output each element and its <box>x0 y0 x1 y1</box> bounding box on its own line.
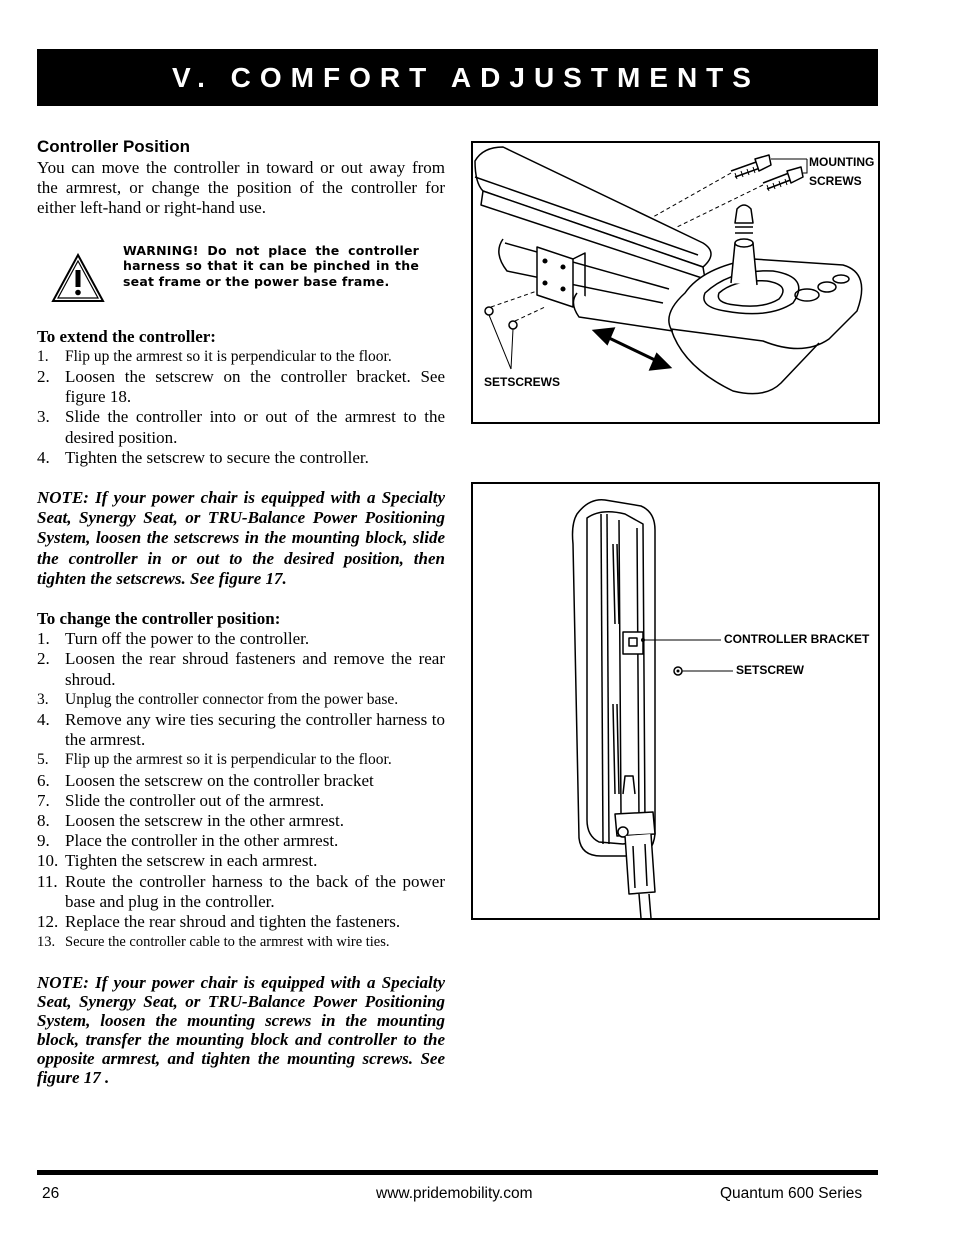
figure-controller-bracket <box>471 482 880 920</box>
extend-heading: To extend the controller: <box>37 326 216 346</box>
page-number: 26 <box>42 1185 60 1202</box>
mounting-label-line1: MOUNTING <box>809 155 875 169</box>
change-heading: To change the controller position: <box>37 609 281 629</box>
list-item: 9. Place the controller in the other armrest. <box>37 831 339 851</box>
figure-controller-mounting <box>471 141 880 424</box>
change-note: NOTE: If your power chair is equipped with a Specialty Seat, Synergy Seat, or TRU-Balance Power Positioning System, loosen the mounting screws in the mounting block, transfer the mounting block and controller to the opposite armrest, and tighten the mounting screws. See figure 17 . <box>37 972 445 1087</box>
list-item: 7. Slide the controller out of the armrest. <box>37 790 325 810</box>
list-item: 2. Loosen the rear shroud fasteners and remove the rear shroud. <box>37 649 445 689</box>
extend-steps <box>37 347 445 468</box>
footer-website: www.pridemobility.com <box>376 1185 533 1202</box>
mounting-label-line2: SCREWS <box>809 174 862 188</box>
setscrew-label: SETSCREW <box>736 663 805 677</box>
warning-icon <box>51 253 105 303</box>
list-item: 11. Route the controller harness to the back of the power base and plug in the controller. <box>37 871 445 911</box>
warning-text: WARNING! Do not place the controller harness so that it can be pinched in the seat frame or the power base frame. <box>123 242 419 289</box>
list-item: 1. Flip up the armrest so it is perpendicular to the floor. <box>37 347 392 365</box>
list-item: 4. Tighten the setscrew to secure the controller. <box>37 447 369 467</box>
footer-series: Quantum 600 Series <box>720 1185 863 1202</box>
list-item: 4. Remove any wire ties securing the controller harness to the armrest. <box>37 710 445 750</box>
extend-note: NOTE: If your power chair is equipped with a Specialty Seat, Synergy Seat, or TRU-Balance Power Positioning System, loosen the setscrews in the mounting block, slide the controller in or out to the desired position, then tighten the setscrews. See figure 17. <box>37 488 445 588</box>
list-item: 2. Loosen the setscrew on the controller bracket. See figure 18. <box>37 367 445 407</box>
chapter-header <box>37 49 878 106</box>
change-steps <box>37 629 445 952</box>
controller-bracket-label: CONTROLLER BRACKET <box>724 632 870 646</box>
intro-paragraph: You can move the controller in toward or out away from the armrest, or change the position of the controller for either left-hand or right-hand use. <box>37 158 445 218</box>
list-item: 12. Replace the rear shroud and tighten the fasteners. <box>37 912 401 932</box>
list-item: 8. Loosen the setscrew in the other armrest. <box>37 811 344 831</box>
warning-block <box>37 243 445 303</box>
list-item: 13. Secure the controller cable to the armrest with wire ties. <box>37 934 390 951</box>
list-item: 6. Loosen the setscrew on the controller bracket <box>37 770 374 790</box>
text-column <box>37 136 445 1087</box>
footer-rule <box>37 1170 878 1175</box>
list-item: 3. Unplug the controller connector from the power base. <box>37 690 399 708</box>
list-item: 3. Slide the controller into or out of the armrest to the desired position. <box>37 407 445 447</box>
chapter-title: V. COMFORT ADJUSTMENTS <box>172 61 760 93</box>
list-item: 5. Flip up the armrest so it is perpendicular to the floor. <box>37 751 392 769</box>
list-item: 10. Tighten the setscrew in each armrest. <box>37 851 318 871</box>
armrest-bracket-illustration <box>473 484 878 918</box>
setscrews-label: SETSCREWS <box>484 375 561 389</box>
section-heading: Controller Position <box>37 137 190 156</box>
list-item: 1. Turn off the power to the controller. <box>37 629 310 649</box>
